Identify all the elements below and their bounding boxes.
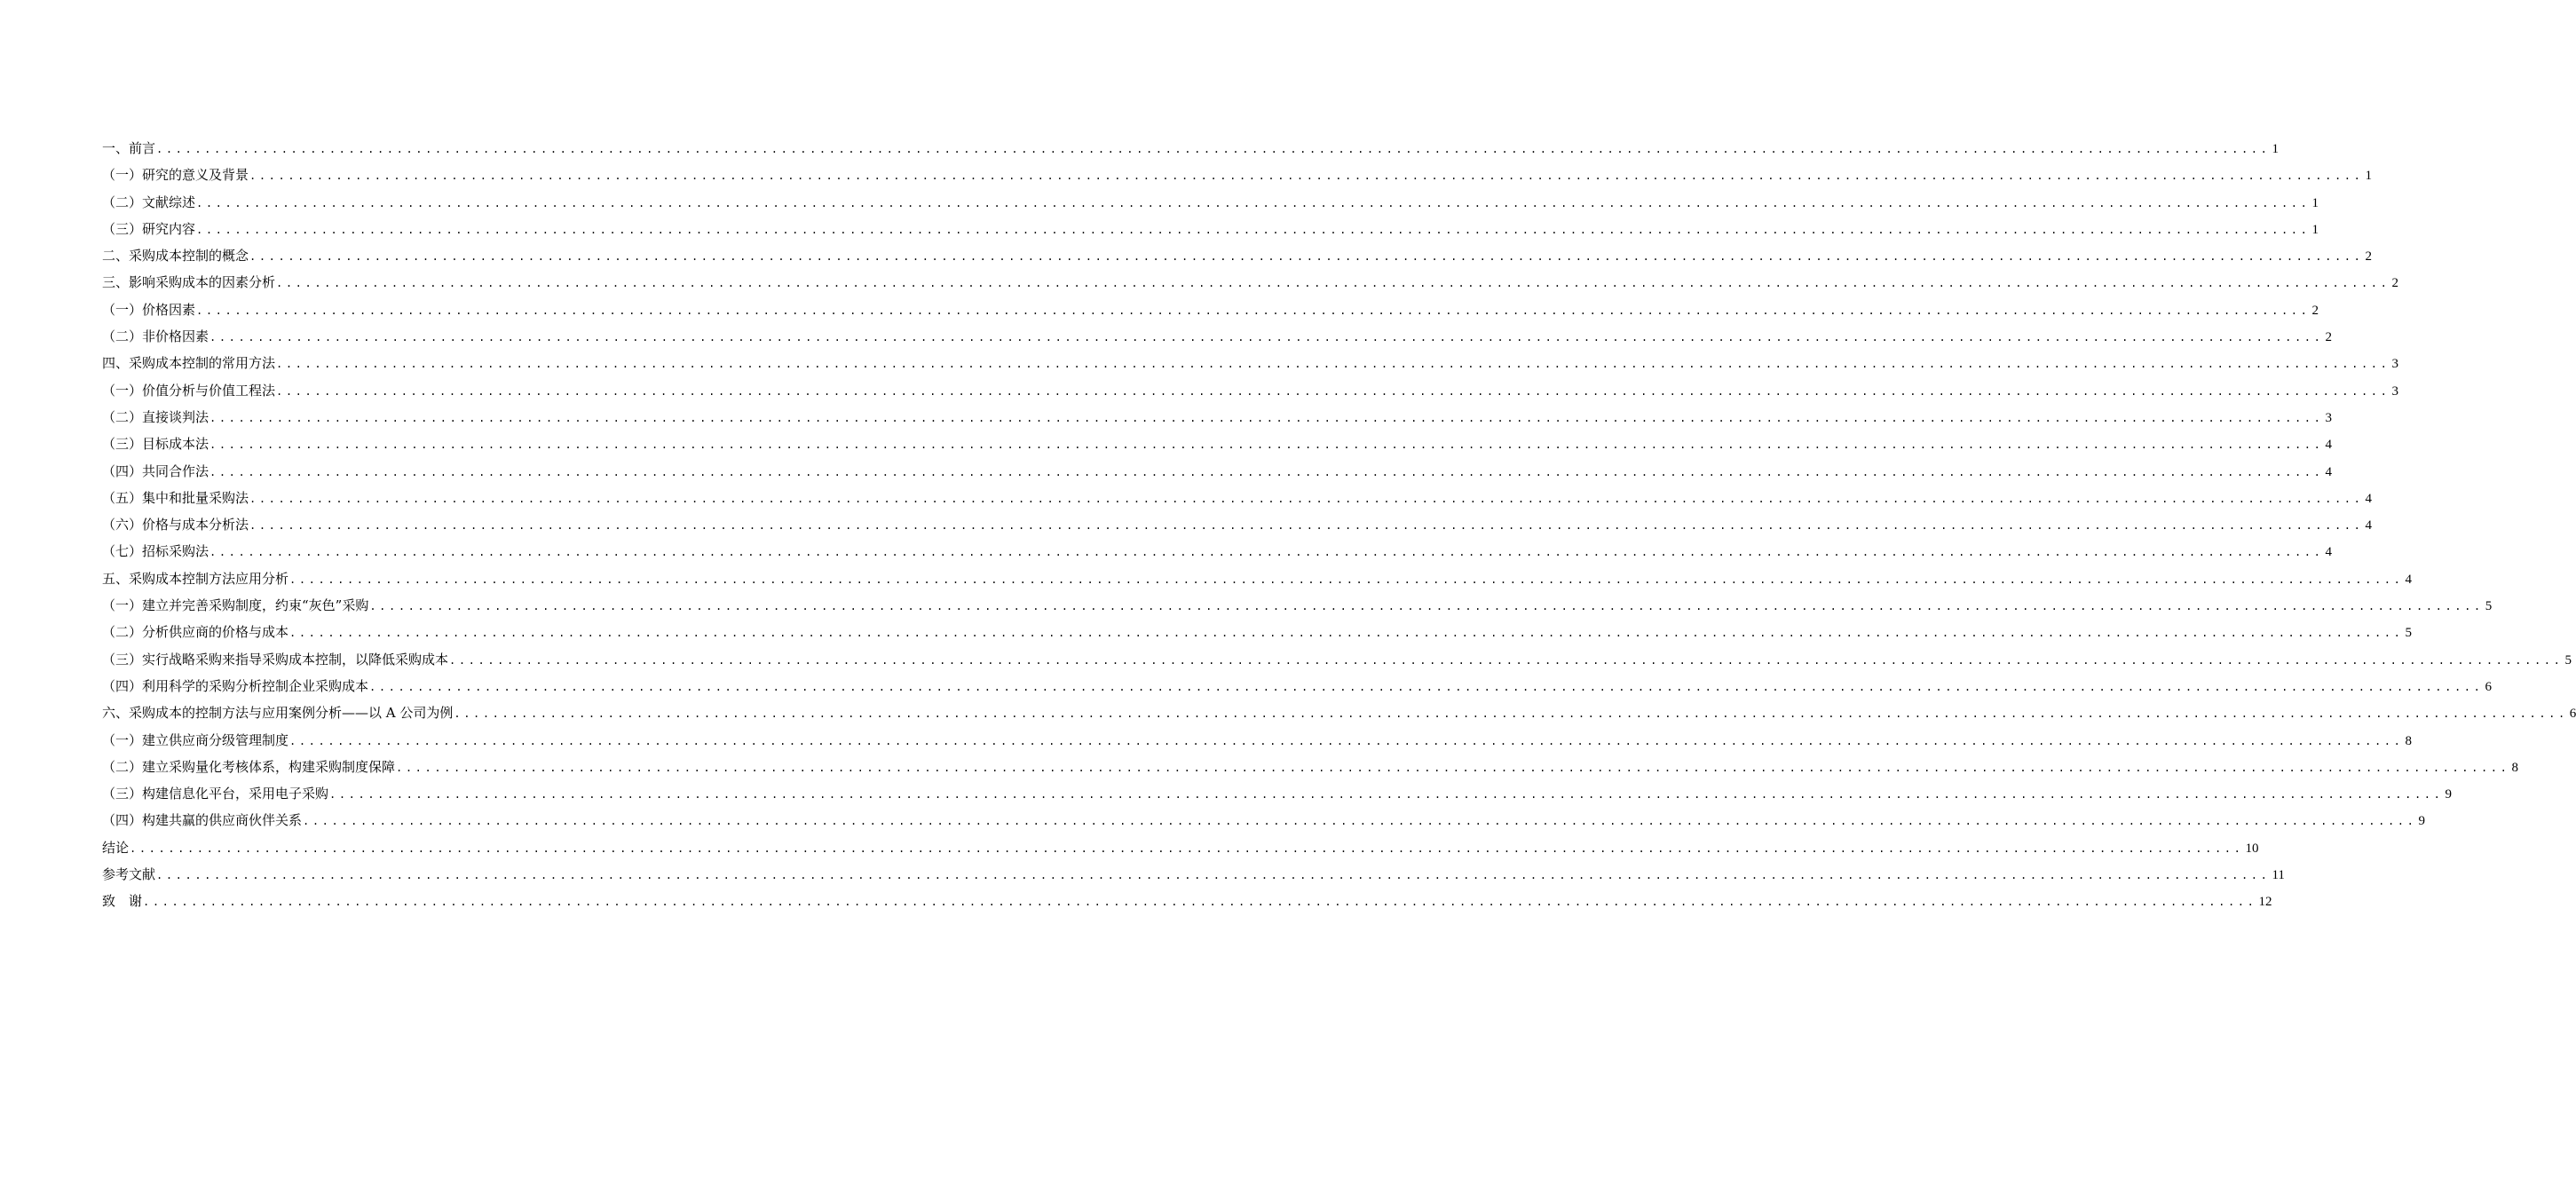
toc-entry[interactable]	[102, 135, 2279, 162]
toc-entry-page: 10	[2245, 841, 2259, 856]
toc-entry-title: （二）非价格因素	[102, 328, 209, 345]
toc-entry[interactable]	[102, 754, 2518, 780]
toc-leader-dots: ............................................................................................................................................................................................................................	[249, 492, 2364, 505]
toc-entry-title: （一）价值分析与价值工程法	[102, 382, 276, 399]
toc-entry-page: 4	[2405, 572, 2412, 587]
toc-entry[interactable]	[102, 699, 2576, 726]
toc-entry-page: 2	[2391, 276, 2398, 291]
toc-leader-dots: ............................................................................................................................................................................................................................	[196, 304, 2311, 317]
toc-entry-page: 2	[2325, 330, 2332, 345]
toc-leader-dots: ............................................................................................................................................................................................................................	[209, 331, 2324, 344]
toc-leader-dots: ............................................................................................................................................................................................................................	[249, 519, 2364, 533]
toc-entry-title: （一）研究的意义及背景	[102, 167, 249, 184]
toc-entry-title: （二）分析供应商的价格与成本	[102, 624, 289, 641]
toc-entry-page: 6	[2485, 679, 2492, 694]
toc-leader-dots: ............................................................................................................................................................................................................................	[156, 143, 2271, 155]
toc-entry-title: （四）构建共赢的供应商伙伴关系	[102, 812, 303, 829]
toc-entry[interactable]	[102, 242, 2372, 269]
toc-entry-page: 2	[2365, 249, 2372, 265]
toc-entry-page: 3	[2391, 383, 2398, 399]
toc-entry[interactable]	[102, 780, 2452, 807]
toc-entry-page: 8	[2405, 733, 2412, 748]
toc-leader-dots: ............................................................................................................................................................................................................................	[276, 384, 2390, 398]
toc-entry-title: （一）建立供应商分级管理制度	[102, 731, 289, 748]
toc-entry-title: （四）利用科学的采购分析控制企业采购成本	[102, 677, 369, 694]
toc-entry-page: 4	[2365, 491, 2372, 506]
toc-leader-dots: ............................................................................................................................................................................................................................	[329, 788, 2444, 802]
toc-leader-dots: ............................................................................................................................................................................................................................	[396, 761, 2510, 774]
toc-entry-title: （一）价格因素	[102, 301, 196, 318]
toc-entry[interactable]	[102, 888, 2272, 914]
toc-entry-page: 11	[2272, 868, 2285, 883]
toc-entry[interactable]	[102, 377, 2398, 404]
toc-leader-dots: ............................................................................................................................................................................................................................	[289, 734, 2404, 747]
toc-leader-dots: ............................................................................................................................................................................................................................	[289, 573, 2404, 586]
toc-entry[interactable]	[102, 619, 2412, 645]
toc-entry-page: 12	[2258, 895, 2272, 910]
toc-entry[interactable]	[102, 807, 2425, 834]
toc-entry[interactable]	[102, 458, 2332, 485]
toc-entry-title: （四）共同合作法	[102, 462, 209, 479]
toc-leader-dots: ............................................................................................................................................................................................................................	[249, 170, 2364, 183]
toc-leader-dots: ............................................................................................................................................................................................................................	[209, 465, 2324, 478]
toc-entry-title: （七）招标采购法	[102, 543, 209, 560]
toc-leader-dots: ............................................................................................................................................................................................................................	[276, 277, 2390, 290]
toc-entry-title: （三）实行战略采购来指导采购成本控制，以降低采购成本	[102, 651, 449, 668]
toc-entry-page: 1	[2311, 195, 2319, 210]
toc-leader-dots: ............................................................................................................................................................................................................................	[276, 358, 2390, 371]
toc-entry[interactable]	[102, 323, 2332, 350]
toc-entry[interactable]	[102, 834, 2259, 861]
toc-entry[interactable]	[102, 296, 2319, 323]
toc-entry[interactable]	[102, 269, 2398, 296]
toc-leader-dots: ............................................................................................................................................................................................................................	[454, 707, 2568, 721]
toc-leader-dots: ............................................................................................................................................................................................................................	[209, 546, 2324, 559]
toc-leader-dots: ............................................................................................................................................................................................................................	[209, 438, 2324, 452]
toc-entry-title: （五）集中和批量采购法	[102, 489, 249, 506]
toc-entry-page: 5	[2405, 626, 2412, 641]
toc-entry-page: 4	[2325, 464, 2332, 479]
toc-entry[interactable]	[102, 565, 2412, 592]
toc-entry-page: 8	[2511, 760, 2518, 775]
toc-entry[interactable]	[102, 538, 2332, 565]
toc-entry[interactable]	[102, 485, 2372, 511]
toc-leader-dots: ............................................................................................................................................................................................................................	[196, 223, 2311, 236]
toc-entry[interactable]	[102, 162, 2372, 188]
toc-entry-page: 1	[2365, 169, 2372, 184]
toc-entry-title: 参考文献	[102, 866, 156, 883]
toc-leader-dots: ............................................................................................................................................................................................................................	[209, 411, 2324, 424]
toc-entry-page: 3	[2391, 357, 2398, 372]
toc-entry[interactable]	[102, 431, 2332, 457]
toc-entry-page: 5	[2564, 652, 2572, 668]
toc-entry-title: （三）研究内容	[102, 220, 196, 237]
toc-entry[interactable]	[102, 216, 2319, 242]
toc-leader-dots: ............................................................................................................................................................................................................................	[130, 841, 2244, 855]
toc-leader-dots: ............................................................................................................................................................................................................................	[249, 250, 2364, 264]
toc-entry-page: 4	[2325, 438, 2332, 453]
toc-entry[interactable]	[102, 673, 2492, 699]
toc-leader-dots: ............................................................................................................................................................................................................................	[289, 627, 2404, 640]
toc-entry[interactable]	[102, 727, 2412, 754]
toc-entry-page: 1	[2311, 222, 2319, 237]
toc-entry-page: 6	[2569, 707, 2576, 722]
toc-entry-title: （六）价格与成本分析法	[102, 517, 249, 533]
table-of-contents	[102, 135, 2576, 915]
toc-entry-page: 4	[2325, 545, 2332, 560]
toc-entry[interactable]	[102, 861, 2285, 888]
toc-leader-dots: ............................................................................................................................................................................................................................	[369, 680, 2484, 693]
toc-entry[interactable]	[102, 592, 2493, 619]
toc-entry[interactable]	[102, 189, 2319, 216]
toc-entry[interactable]	[102, 511, 2372, 538]
toc-entry-title: 五、采购成本控制方法应用分析	[102, 570, 289, 587]
toc-entry-title: 六、采购成本的控制方法与应用案例分析——以 A 公司为例	[102, 705, 454, 722]
toc-leader-dots: ............................................................................................................................................................................................................................	[449, 653, 2564, 667]
toc-entry-title: 二、采购成本控制的概念	[102, 248, 249, 265]
toc-entry-page: 4	[2365, 518, 2372, 533]
toc-entry-page: 3	[2325, 410, 2332, 425]
toc-entry-title: 结论	[102, 839, 130, 856]
toc-leader-dots: ............................................................................................................................................................................................................................	[143, 896, 2257, 909]
toc-entry-title: 一、前言	[102, 140, 156, 156]
toc-entry-page: 5	[2485, 599, 2493, 614]
toc-leader-dots: ............................................................................................................................................................................................................................	[156, 869, 2271, 882]
toc-leader-dots: ............................................................................................................................................................................................................................	[369, 600, 2484, 613]
toc-entry-title: 三、影响采购成本的因素分析	[102, 274, 276, 291]
toc-entry[interactable]	[102, 646, 2572, 673]
toc-entry-title: （三）构建信息化平台，采用电子采购	[102, 786, 329, 802]
toc-entry-title: 四、采购成本控制的常用方法	[102, 355, 276, 372]
toc-entry-title: （一）建立并完善采购制度，约束“灰色”采购	[102, 597, 369, 614]
toc-entry-title: （三）目标成本法	[102, 436, 209, 453]
toc-entry-page: 1	[2272, 142, 2279, 156]
toc-entry[interactable]	[102, 404, 2332, 431]
toc-entry-title: （二）文献综述	[102, 194, 196, 210]
toc-entry-title: 致 谢	[102, 893, 143, 910]
toc-leader-dots: ............................................................................................................................................................................................................................	[303, 815, 2417, 828]
toc-entry-page: 9	[2418, 814, 2425, 829]
toc-entry-page: 2	[2311, 303, 2319, 318]
toc-leader-dots: ............................................................................................................................................................................................................................	[196, 196, 2311, 209]
toc-entry-title: （二）直接谈判法	[102, 408, 209, 425]
toc-entry[interactable]	[102, 350, 2398, 376]
toc-entry-page: 9	[2445, 787, 2452, 802]
toc-entry-title: （二）建立采购量化考核体系，构建采购制度保障	[102, 758, 396, 775]
